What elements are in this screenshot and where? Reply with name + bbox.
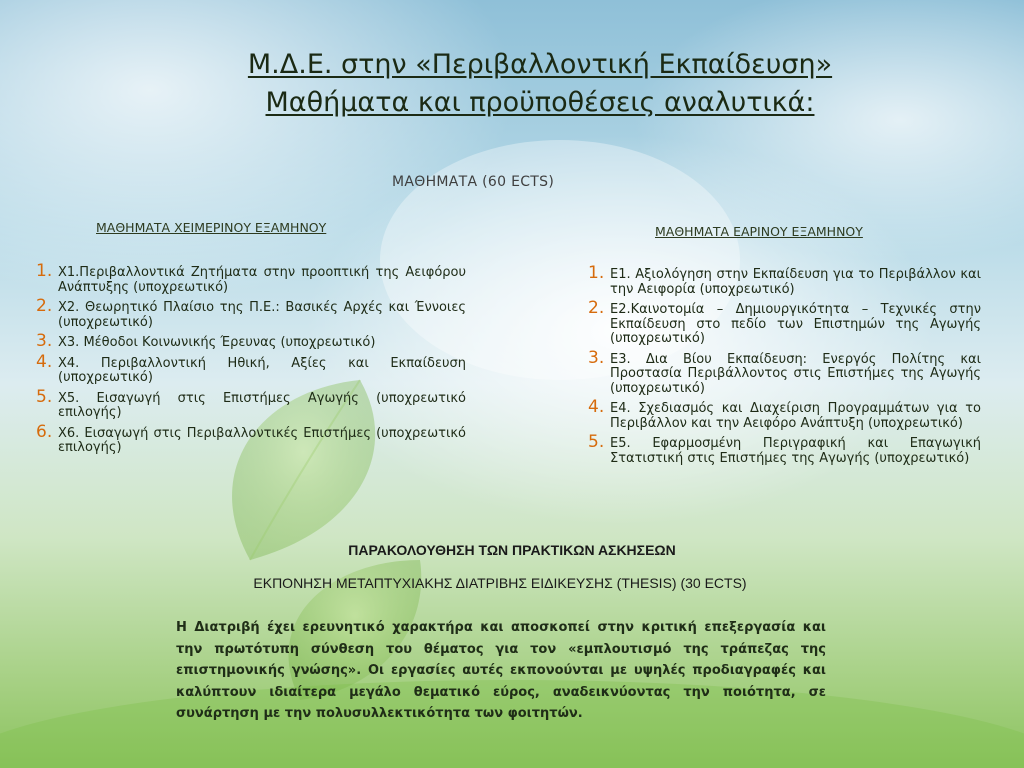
course-item xyxy=(588,347,981,397)
course-title: Ε1. Αξιολόγηση στην Εκπαίδευση για το Περιβάλλον και την Αειφορία (υποχρεωτικό) xyxy=(610,267,981,297)
course-item xyxy=(588,432,981,466)
course-title: Χ1.Περιβαλλοντικά Ζητήματα στην προοπτική της Αειφόρου Ανάπτυξης (υποχρεωτικό) xyxy=(58,265,466,295)
course-number: 2. xyxy=(36,296,53,316)
winter-course-list xyxy=(36,261,466,462)
course-item xyxy=(588,263,981,297)
course-number: 5. xyxy=(36,386,53,407)
course-number: 2. xyxy=(588,298,605,318)
spring-semester-heading: ΜΑΘΗΜΑΤΑ ΕΑΡΙΝΟΥ ΕΞΑΜΗΝΟΥ xyxy=(655,224,863,239)
course-number: 5. xyxy=(588,432,605,452)
slide-title-line-2: Μαθήματα και προϋποθέσεις αναλυτικά: xyxy=(265,87,815,118)
course-title: Ε3. Δια Βίου Εκπαίδευση: Ενεργός Πολίτης και Προστασία Περιβάλλοντος στις Επιστήμες της Αγωγής (υποχρεωτικό) xyxy=(610,351,981,396)
course-number: 3. xyxy=(588,347,605,368)
course-title: Χ2. Θεωρητικό Πλαίσιο της Π.Ε.: Βασικές Αρχές και Έννοιες (υποχρεωτικό) xyxy=(58,300,466,330)
slide-title-line-1: Μ.Δ.Ε. στην «Περιβαλλοντική Εκπαίδευση» xyxy=(247,49,833,80)
course-item xyxy=(36,386,466,421)
spring-course-list xyxy=(588,263,981,472)
course-number: 1. xyxy=(36,261,53,281)
thesis-description: Η Διατριβή έχει ερευνητικό χαρακτήρα και αποσκοπεί στην κριτική επεξεργασία και την πρωτότυπη σύνθεση του θέματος για τον «εμπλουτισμό της τράπεζας της επιστημονικής γνώσης». Οι εργασίες αυτές εκπονούνται με υψηλές προδιαγραφές και καλύπτουν ιδιαίτερα μεγάλο θεματικό εύρος, αναδεικνύοντας την ποιότητα, σε συνάρτηση με την πολυσυλλεκτικότητα των φοιτητών. xyxy=(176,620,826,721)
course-number: 3. xyxy=(36,331,53,351)
course-title: Ε5. Εφαρμοσμένη Περιγραφική και Επαγωγική Στατιστική στις Επιστήμες της Αγωγής (υποχρεωτικό) xyxy=(610,436,981,466)
winter-semester-heading: ΜΑΘΗΜΑΤΑ ΧΕΙΜΕΡΙΝΟΥ ΕΞΑΜΗΝΟΥ xyxy=(96,220,327,235)
course-title: Χ4. Περιβαλλοντική Ηθική, Αξίες και Εκπαίδευση (υποχρεωτικό) xyxy=(58,355,466,385)
course-item xyxy=(588,397,981,431)
course-item xyxy=(36,261,466,295)
course-number: 4. xyxy=(588,397,605,417)
course-item xyxy=(36,296,466,330)
course-number: 4. xyxy=(36,351,53,372)
course-item xyxy=(36,351,466,386)
thesis-heading: ΕΚΠΟΝΗΣΗ ΜΕΤΑΠΤΥΧΙΑΚΗΣ ΔΙΑΤΡΙΒΗΣ ΕΙΔΙΚΕΥΣΗΣ (THESIS) (30 ECTS) xyxy=(253,575,747,591)
slide-title xyxy=(130,46,950,122)
course-number: 1. xyxy=(588,263,605,283)
course-title: Χ3. Μέθοδοι Κοινωνικής Έρευνας (υποχρεωτικό) xyxy=(58,335,376,350)
course-title: Χ6. Εισαγωγή στις Περιβαλλοντικές Επιστήμες (υποχρεωτικό επιλογής) xyxy=(58,425,466,455)
course-item xyxy=(588,298,981,347)
course-item xyxy=(36,421,466,456)
course-item xyxy=(36,331,466,351)
practice-heading: ΠΑΡΑΚΟΛΟΥΘΗΣΗ ΤΩΝ ΠΡΑΚΤΙΚΩΝ ΑΣΚΗΣΕΩΝ xyxy=(348,542,676,558)
courses-heading: ΜΑΘΗΜΑΤΑ (60 ECTS) xyxy=(392,174,555,190)
course-title: Ε4. Σχεδιασμός και Διαχείριση Προγραμμάτων για το Περιβάλλον και την Αειφόρο Ανάπτυξη (υποχρεωτικό) xyxy=(610,401,981,431)
course-number: 6. xyxy=(36,421,53,442)
course-title: Χ5. Εισαγωγή στις Επιστήμες Αγωγής (υποχρεωτικό επιλογής) xyxy=(58,390,466,420)
course-title: Ε2.Καινοτομία – Δημιουργικότητα – Τεχνικές στην Εκπαίδευση στο πεδίο των Επιστημών της Αγωγής (υποχρεωτικό) xyxy=(610,302,981,346)
